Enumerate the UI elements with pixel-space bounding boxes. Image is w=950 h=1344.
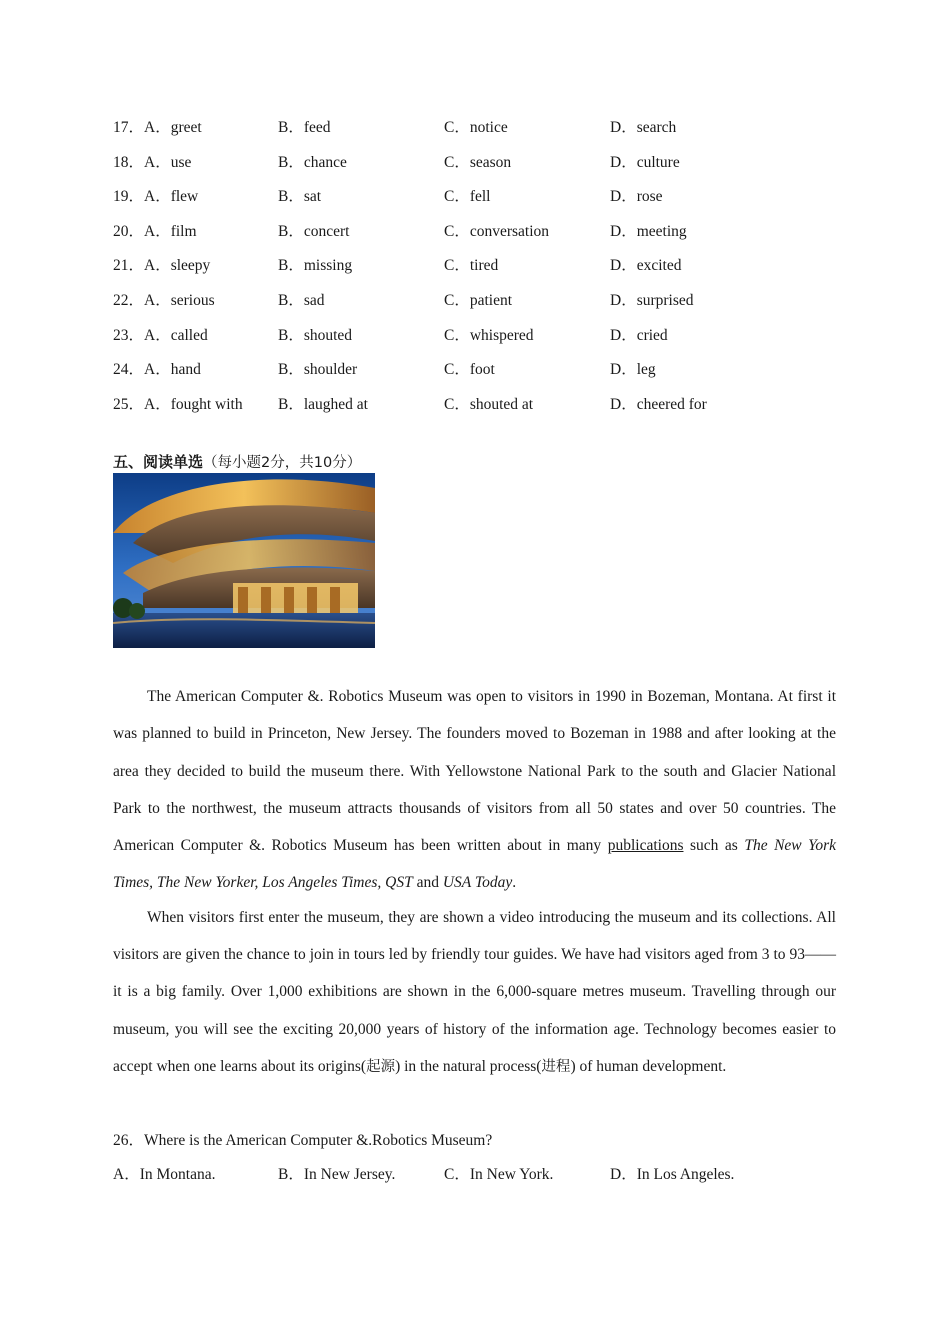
option-a: 19．A．flew [113,188,199,206]
option-row-22 [113,288,853,323]
option-c: C．patient [444,291,513,309]
option-row-21 [113,253,853,288]
option-a: 21．A．sleepy [113,257,211,275]
option-row-17 [113,115,853,150]
option-a: 23．A．called [113,326,208,344]
option-b: B．concert [278,222,350,240]
option-b: B．shouted [278,326,353,344]
answer-c: C．In New York. [444,1166,554,1183]
paragraph-1: The American Computer &. Robotics Museum was open to visitors in 1990 in Bozeman, Montana. At first it was planned to build in Princeton, New Jersey. The founders moved to Bozeman in 1988 and after looking at the area they decided to build the museum there. With Yellowstone National Park to the south and Glacier National Park to the northwest, the museum attracts thousands of visitors from all 50 states and over 50 countries. The American Computer &. Robotics Museum has been written about in many publications such as The New York Times, The New Yorker, Los Angeles Times, QST and USA Today. [113,688,837,892]
option-d: D．meeting [610,222,687,240]
option-d: D．cried [610,326,668,344]
option-row-20 [113,219,853,254]
option-row-19 [113,184,853,219]
option-b: B．missing [278,257,353,275]
option-a: 24．A．hand [113,361,201,379]
section-note: （每小题2分，共10分） [203,455,362,471]
option-d: D．leg [610,361,656,379]
option-b: B．chance [278,153,347,171]
option-c: C．whispered [444,326,534,344]
option-a: 22．A．serious [113,291,215,309]
option-c: C．foot [444,361,495,379]
reading-passage [113,678,836,1086]
option-b: B．feed [278,119,331,136]
option-d: D．surprised [610,291,694,309]
option-row-18 [113,150,853,185]
option-c: C．conversation [444,222,550,240]
option-b: B．shoulder [278,361,358,379]
answer-d: D．In Los Angeles. [610,1166,735,1183]
option-c: C．fell [444,188,491,206]
cloze-options [113,115,853,426]
section-title: 五、阅读单选 [113,453,204,471]
option-row-25 [113,392,853,427]
option-a: 17．A．greet [113,119,202,136]
question-26: 26．Where is the American Computer &.Robotics Museum? [113,1132,493,1149]
option-c: C．tired [444,257,499,275]
option-a: 18．A．use [113,153,192,171]
section-heading [113,451,361,472]
option-d: D．excited [610,257,682,275]
option-a: 20．A．film [113,222,197,240]
option-c: C．shouted at [444,395,534,413]
option-a: 25．A．fought with [113,395,243,413]
museum-photo [113,473,375,648]
paragraph-2: When visitors first enter the museum, they are shown a video introducing the museum and its collections. All visitors are given the chance to join in tours led by friendly tour guides. We have had visitors aged from 3 to 93—— it is a big family. Over 1,000 exhibitions are shown in the 6,000-square metres museum. Travelling through our museum, you will see the exciting 20,000 years of history of the information age. Technology becomes easier to accept when one learns about its origins(起源) in the natural process(进程) of human development. [113,908,836,1075]
answer-b: B．In New Jersey. [278,1166,396,1183]
option-c: C．notice [444,119,508,136]
underlined-word: publications [607,837,684,855]
option-c: C．season [444,153,512,171]
option-b: B．sat [278,188,322,206]
question-26-options [113,1162,853,1184]
option-d: D．cheered for [610,395,707,413]
option-d: D．search [610,119,677,136]
answer-a: A．In Montana. [113,1166,216,1183]
option-row-23 [113,323,853,358]
option-d: D．rose [610,188,663,206]
option-d: D．culture [610,153,680,171]
option-b: B．laughed at [278,395,368,413]
option-row-24 [113,357,853,392]
option-b: B．sad [278,291,325,309]
